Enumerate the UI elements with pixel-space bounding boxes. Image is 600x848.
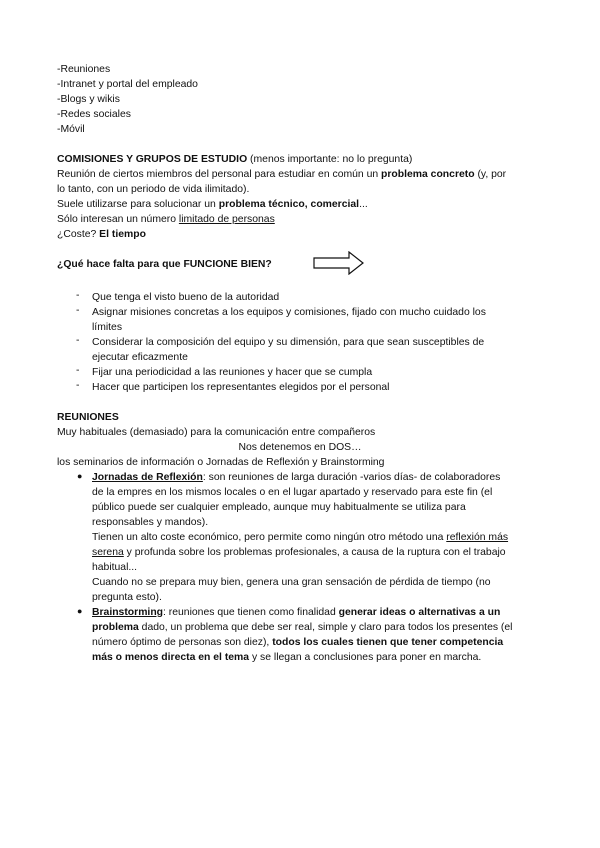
right-arrow-icon: [313, 251, 365, 275]
list-item: -Redes sociales: [57, 109, 131, 120]
bullet-line: [92, 605, 500, 620]
text: ...: [359, 199, 368, 210]
dash-bullet: -: [76, 290, 80, 301]
bullet-dot-icon: ●: [77, 606, 83, 616]
bullet-line: [92, 530, 508, 545]
emphasis: generar ideas o alternativas a un: [338, 607, 501, 618]
dash-bullet: -: [76, 335, 80, 346]
bullet-line: [92, 650, 481, 665]
underlined-text: limitado de personas: [178, 214, 275, 225]
emphasis: problema técnico, comercial: [218, 199, 360, 210]
list-item: Que tenga el visto bueno de la autoridad: [92, 292, 280, 303]
text: Suele utilizarse para solucionar un: [57, 199, 219, 210]
text: Tienen un alto coste económico, pero permite como ningún otro método una: [92, 532, 447, 543]
bullet-line: pregunta esto).: [92, 592, 162, 603]
text: : son reuniones de larga duración -varios días- de colaboradores: [202, 472, 501, 483]
bullet-line: [92, 635, 503, 650]
dash-bullet: -: [76, 365, 80, 376]
text: y se llegan a conclusiones para poner en marcha.: [249, 652, 482, 663]
dash-bullet: -: [76, 305, 80, 316]
list-item: -Intranet y portal del empleado: [57, 79, 198, 90]
bullet-line: habitual...: [92, 562, 138, 573]
list-item: Asignar misiones concretas a los equipos y comisiones, fijado con mucho cuidado los: [92, 307, 486, 318]
text: Reunión de ciertos miembros del personal para estudiar en común un: [57, 169, 382, 180]
emphasis: problema: [92, 622, 139, 633]
list-item: Hacer que participen los representantes elegidos por el personal: [92, 382, 390, 393]
list-item-continuation: ejecutar eficazmente: [92, 352, 188, 363]
text: dado, un problema que debe ser real, simple y claro para todos los presentes (el: [138, 622, 513, 633]
bullet-line: [92, 545, 506, 560]
text: Sólo interesan un número: [57, 214, 179, 225]
list-item: Considerar la composición del equipo y su dimensión, para que sean susceptibles de: [92, 337, 485, 348]
paragraph-line: lo tanto, con un periodo de vida ilimitado).: [57, 184, 250, 195]
reuniones-heading: REUNIONES: [57, 412, 119, 423]
list-item: -Móvil: [57, 124, 85, 135]
bullet-line: Cuando no se prepara muy bien, genera una gran sensación de pérdida de tiempo (no: [92, 577, 491, 588]
list-item: -Reuniones: [57, 64, 111, 75]
dash-bullet: -: [76, 380, 80, 391]
paragraph-line: [57, 167, 506, 182]
comisiones-heading-line: [57, 152, 412, 167]
text: : reuniones que tienen como finalidad: [163, 607, 339, 618]
centered-line: Nos detenemos en DOS…: [238, 442, 362, 453]
emphasis: más o menos directa en el tema: [92, 652, 250, 663]
comisiones-heading-note: (menos importante: no lo pregunta): [247, 154, 413, 165]
funcione-question: ¿Qué hace falta para que FUNCIONE BIEN?: [57, 259, 272, 270]
text: ¿Coste?: [57, 229, 100, 240]
underlined-text: serena: [92, 547, 124, 558]
underlined-text: reflexión más: [446, 532, 509, 543]
list-item: -Blogs y wikis: [57, 94, 120, 105]
bullet-line: de la empres en los mismos locales o en el lugar apartado y reservado para este fin (el: [92, 487, 493, 498]
paragraph-line: los seminarios de información o Jornadas de Reflexión y Brainstorming: [57, 457, 385, 468]
bullet-line: responsables y mandos).: [92, 517, 209, 528]
bullet-line: [92, 620, 512, 635]
emphasis: todos los cuales tienen que tener competencia: [272, 637, 504, 648]
comisiones-heading: COMISIONES Y GRUPOS DE ESTUDIO: [57, 154, 248, 165]
text: número óptimo de personas son diez),: [92, 637, 273, 648]
brainstorming-term: Brainstorming: [92, 607, 164, 618]
bullet-line: público puede ser cualquier empleado, aunque muy habitualmente se utiliza para: [92, 502, 466, 513]
paragraph-line: [57, 227, 146, 242]
emphasis: El tiempo: [99, 229, 146, 240]
text: y profunda sobre los problemas profesionales, a causa de la ruptura con el trabajo: [123, 547, 506, 558]
paragraph-line: Muy habituales (demasiado) para la comunicación entre compañeros: [57, 427, 376, 438]
paragraph-line: [57, 197, 368, 212]
jornadas-term: Jornadas de Reflexión: [92, 472, 203, 483]
text: (y, por: [474, 169, 507, 180]
list-item: Fijar una periodicidad a las reuniones y hacer que se cumpla: [92, 367, 373, 378]
emphasis: problema concreto: [381, 169, 475, 180]
list-item-continuation: límites: [92, 322, 123, 333]
bullet-dot-icon: ●: [77, 471, 83, 481]
bullet-line: [92, 470, 500, 485]
paragraph-line: [57, 212, 275, 227]
